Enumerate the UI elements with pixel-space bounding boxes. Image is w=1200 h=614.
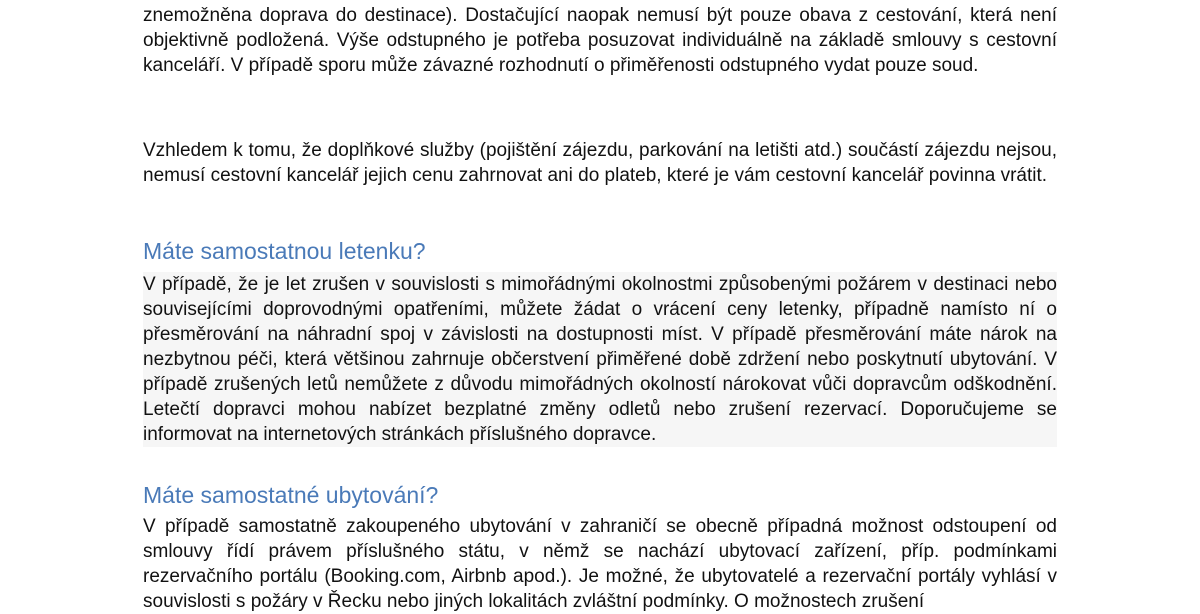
heading-samostatna-letenka: Máte samostatnou letenku? (143, 238, 426, 264)
paragraph-doplnkove-sluzby: Vzhledem k tomu, že doplňkové služby (pojištění zájezdu, parkování na letišti atd.) součástí zájezdu nejsou, nemusí cestovní kancelář jejich cenu zahrnovat ani do plateb, které je vám cestovní kancelář povinna vrátit. (143, 140, 1057, 186)
paragraph-letenka: V případě, že je let zrušen v souvislosti s mimořádnými okolnostmi způsobenými požárem v destinaci nebo souvisejícími doprovodnými opatřeními, můžete žádat o vrácení ceny letenky, případně namísto ní o přesměrování na náhradní spoj v závislosti na dostupnosti míst. V případě přesměrování máte nárok na nezbytnou péči, která většinou zahrnuje občerstvení přiměřené době zdržení nebo poskytnutí ubytování. V případě zrušených letů nemůžete z důvodu mimořádných okolností nárokovat vůči dopravcům odškodnění. Letečtí dopravci mohou nabízet bezplatné změny odletů nebo zrušení rezervací. Doporučujeme se informovat na internetových stránkách příslušného dopravce. (143, 274, 1057, 445)
heading-samostatne-ubytovani: Máte samostatné ubytování? (143, 482, 439, 508)
paragraph-ubytovani: V případě samostatně zakoupeného ubytování v zahraničí se obecně případná možnost odstoupení od smlouvy řídí právem příslušného státu, v němž se nachází ubytovací zařízení, příp. podmínkami rezervačního portálu (Booking.com, Airbnb apod.). Je možné, že ubytovatelé a rezervační portály vyhlásí v souvislosti s požáry v Řecku nebo jiných lokalitách zvláštní podmínky. O možnostech zrušení (143, 516, 1057, 612)
paragraph-odstupne: znemožněna doprava do destinace). Dostačující naopak nemusí být pouze obava z cestování, která není objektivně podložená. Výše odstupného je potřeba posuzovat individuálně na základě smlouvy s cestovní kanceláří. V případě sporu může závazné rozhodnutí o přiměřenosti odstupného vydat pouze soud. (143, 5, 1057, 76)
